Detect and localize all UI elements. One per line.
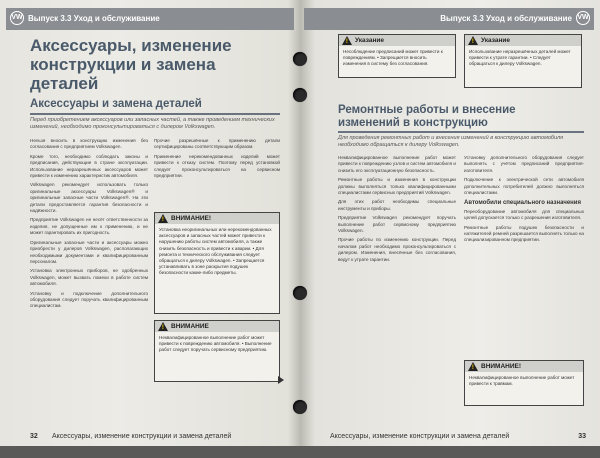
notice-body: Использование неразрешённых деталей может привести к утрате гарантии. • Следует обращаться к дилеру Volkswagen.: [469, 49, 571, 67]
warning-body: Неквалифицированное выполнение работ может привести к травмам.: [469, 375, 575, 387]
caution-title: ВНИМАНИЕ: [171, 323, 209, 330]
binder-hole: [293, 88, 307, 102]
right-footer: Аксессуары, изменение конструкции и замена деталей: [330, 433, 510, 440]
notice-header: [339, 35, 455, 46]
warning-title: ВНИМАНИЕ!: [171, 215, 212, 222]
binder-hole: [293, 400, 307, 414]
binder-hole: [293, 286, 307, 300]
caution-header: [155, 321, 279, 332]
left-section-title: Аксессуары и замена деталей: [30, 98, 202, 110]
paragraph: Volkswagen рекомендует использовать только оригинальные аксессуары Volkswagen® и оригинальные запасные части Volkswagen®. На эти детали предоставляется гарантия безопасности и надёжности.: [30, 182, 148, 214]
right-column-2: [464, 155, 584, 355]
paragraph: Установку и подключение дополнительного оборудования следует поручать квалифицированным специалистам.: [30, 290, 148, 309]
right-page-number: 33: [578, 433, 586, 440]
paragraph: Нельзя вносить в конструкцию изменения без согласования с предприятием Volkswagen.: [30, 138, 148, 150]
caution-triangle-icon: [158, 322, 168, 331]
right-column-1: [338, 155, 456, 417]
continue-arrow-icon: [278, 376, 284, 384]
paragraph: Оригинальные запасные части и аксессуары можно приобрести у дилеров Volkswagen, располагающих необходимыми документами и квалифицированным персоналом.: [30, 239, 148, 264]
left-column-2: [154, 138, 280, 208]
vw-logo-icon: VW: [576, 11, 590, 25]
warning-header: [155, 213, 279, 224]
chapter-title: Аксессуары, изменение конструкции и замена деталей: [30, 36, 232, 93]
right-subheading: Автомобили специального назначения: [464, 200, 581, 207]
paragraph: Установка электронных приборов, не одобренных Volkswagen, может вызвать помехи в работе систем автомобиля.: [30, 268, 148, 287]
page-bottom-edge: [0, 446, 600, 458]
right-section-rule: [338, 131, 584, 133]
left-header-bar: [6, 8, 294, 30]
paragraph: Прочие работы по изменению конструкции. Перед началом работ необходимо проконсультироваться с дилером. Изменения, внесённые без согласования, ведут к утрате гарантии.: [338, 237, 456, 262]
warning-header: [465, 361, 583, 372]
left-column-1: [30, 138, 148, 438]
right-section-title: Ремонтные работы и внесение изменений в конструкцию: [338, 104, 516, 129]
paragraph: Для этих работ необходимы специальные инструменты и приборы.: [338, 199, 456, 211]
paragraph: Прочие разрешённые к применению детали сертифицированы соответствующим образом.: [154, 138, 280, 150]
warning-body: Установка неоригинальных или нерекомендованных аксессуаров и запасных частей может привести к нарушению работы систем автомобиля, а также снизить безопасность и привести к аварии. • Для ремонта и технического обслуживания следует обращаться к дилеру Volkswagen. • Запрещается устанавливать в зоне раскрытия подушек безопасности какие-либо предметы.: [159, 227, 272, 276]
binder-hole: [293, 52, 307, 66]
notice-title: Указание: [355, 37, 385, 44]
right-warning-box: [464, 360, 584, 406]
left-intro: Перед приобретением аксессуаров или запасных частей, а также проведением технических изменений, необходимо проконсультироваться с дилером Volkswagen.: [30, 117, 275, 130]
notice-body: Несоблюдение предписаний может привести к повреждениям. • Запрещается вносить изменения в систему без согласования.: [343, 49, 443, 67]
right-page: [300, 0, 600, 458]
notice-title: Указание: [481, 37, 511, 44]
paragraph: Установку дополнительного оборудования следует выполнять с учётом предписаний предприятия-изготовителя.: [464, 155, 584, 173]
left-header-text: Выпуск 3.3 Уход и обслуживание: [28, 14, 160, 23]
warning-triangle-icon: [468, 362, 478, 371]
paragraph: Предприятие Volkswagen рекомендует поручать выполнение работ сервисному предприятию Volkswagen.: [338, 215, 456, 234]
warning-title: ВНИМАНИЕ!: [481, 363, 522, 370]
paragraph: Предприятие Volkswagen не несёт ответственности за изделия, не допущенные им к применению, и не может гарантировать их пригодность.: [30, 217, 148, 236]
vw-logo-icon: VW: [10, 11, 24, 25]
right-header-text: Выпуск 3.3 Уход и обслуживание: [440, 14, 572, 23]
right-header-bar: [304, 8, 594, 30]
right-notice-box-2: [464, 34, 582, 88]
right-notice-box: [338, 34, 456, 78]
warning-triangle-icon: [158, 214, 168, 223]
caution-body: Неквалифицированное выполнение работ может привести к повреждению автомобиля. • Выполнение работ следует поручать сервисному предприятию.: [159, 335, 272, 353]
paragraph: Неквалифицированное выполнение работ может привести к повреждению узлов и систем автомобиля и снизить его эксплуатационную безопасность.: [338, 155, 456, 173]
left-section-rule: [30, 113, 280, 115]
paragraph: Подключение к электрической сети автомобиля дополнительных потребителей должно выполняться специалистами.: [464, 177, 584, 196]
left-warning-box: [154, 212, 280, 314]
right-intro: Для проведения ремонтных работ и внесения изменений в конструкцию автомобиля необходимо обращаться к дилеру Volkswagen.: [338, 135, 564, 148]
left-page-number: 32: [30, 433, 38, 440]
notice-header: [465, 35, 581, 46]
notice-triangle-icon: [468, 36, 478, 45]
paragraph: Применение нерекомендованных изделий может привести к отказу систем. Поэтому перед установкой следует проконсультироваться на сервисном предприятии.: [154, 153, 280, 179]
left-footer: Аксессуары, изменение конструкции и замена деталей: [52, 433, 232, 440]
notice-triangle-icon: [342, 36, 352, 45]
paragraph: Ремонтные работы подушек безопасности и натяжителей ремней разрешается выполнять только на специализированном предприятии.: [464, 224, 584, 243]
paragraph: Переоборудование автомобиля для специальных целей допускается только с разрешения изготовителя.: [464, 208, 584, 221]
paragraph: Кроме того, необходимо соблюдать законы и предписания, действующие в стране эксплуатации. Использование неразрешённых аксессуаров может привести к изменению характеристик автомобиля.: [30, 153, 148, 179]
paragraph: Ремонтные работы и изменения в конструкции должны выполняться только квалифицированными специалистами сервисных предприятий Volkswagen.: [338, 177, 456, 196]
left-caution-box: [154, 320, 280, 382]
